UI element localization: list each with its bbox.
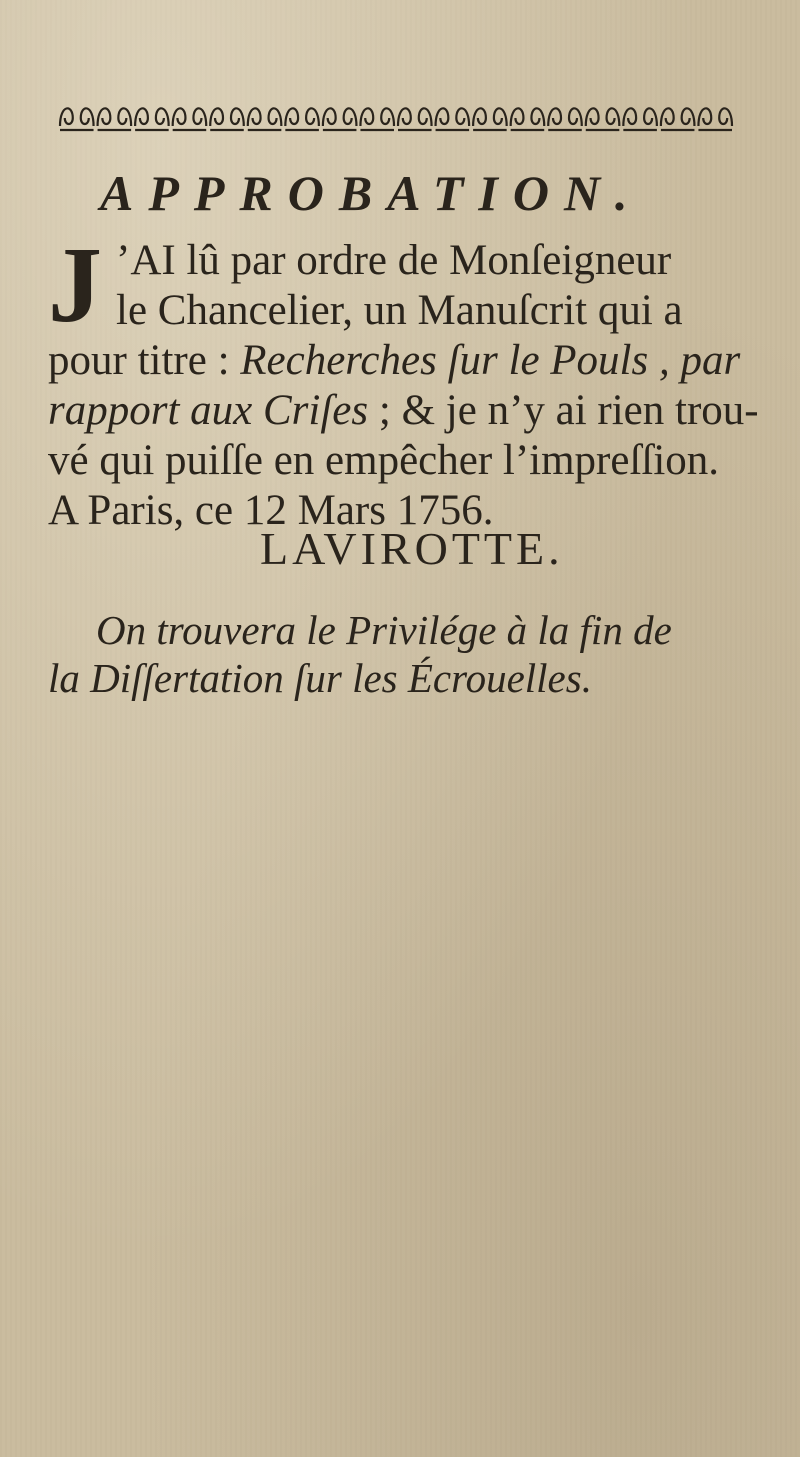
ornament-motif [548,108,582,130]
ornament-motif [60,108,94,130]
approbation-heading: APPROBATION. [100,165,643,221]
manuscript-title-part-2: rapport aux Criſes [48,387,369,434]
ornament-motif [586,108,620,130]
text-line-4-rest: ; & je n’y ai rien trou- [368,387,759,434]
text-line-5: vé qui puiſſe en empêcher l’impreſſion. [48,437,720,484]
ornament-motif [436,108,470,130]
drop-cap: J [48,226,102,345]
ornament-motif [248,108,282,130]
text-line-3-lead: pour titre : [48,337,241,384]
ornament-motif [473,108,507,130]
text-line-1: ’AI lû par ordre de Monſeigneur [116,237,672,284]
ornament-motif [661,108,695,130]
ornament-motif [698,108,732,130]
ornament-motif [285,108,319,130]
text-line-3 [48,336,748,386]
ornament-motif [623,108,657,130]
ornamental-border [58,96,734,140]
ornament-motif [511,108,545,130]
text-line-4 [48,386,759,436]
date-line: A Paris, ce 12 Mars 1756. [48,487,494,534]
text-line-2: le Chancelier, un Manuſcrit qui a [116,287,683,334]
signature-name: LAVIROTTE. [260,523,564,574]
ornament-motif [323,108,357,130]
ornament-motif [173,108,207,130]
privilege-notice [48,606,748,702]
approbation-text [48,226,759,536]
ornament-motif [98,108,132,130]
notice-line-1: On trouvera le Privilége à la fin de [96,607,672,653]
ornament-motif [135,108,169,130]
manuscript-title-part-1: Recherches ſur le Pouls , par [240,337,741,384]
ornament-motif [360,108,394,130]
ornament-motif [210,108,244,130]
ornament-motif [398,108,432,130]
notice-line-2: la Diſſertation ſur les Écrouelles. [48,655,592,701]
